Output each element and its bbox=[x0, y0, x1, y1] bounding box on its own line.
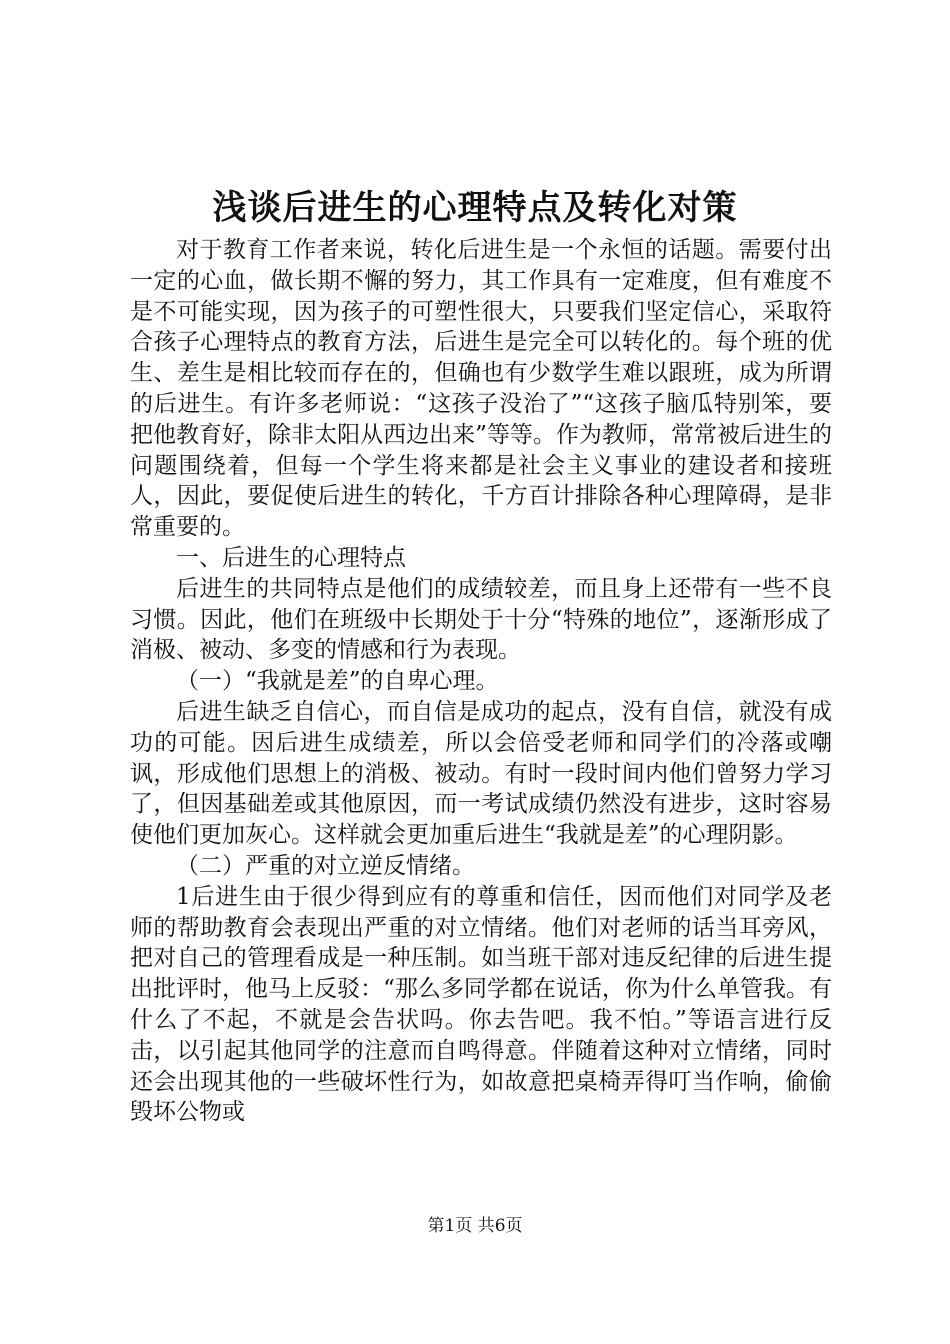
page-number-footer: 第1页 共6页 bbox=[427, 1216, 523, 1236]
document-body bbox=[130, 235, 832, 1128]
paragraph-intro: 对于教育工作者来说，转化后进生是一个永恒的话题。需要付出一定的心血，做长期不懈的努力，其工作具有一定难度，但有难度不是不可能实现，因为孩子的可塑性很大，只要我们坚定信心，采取符合孩子心理特点的教育方法，后进生是完全可以转化的。每个班的优生、差生是相比较而存在的，但确也有少数学生难以跟班，成为所谓的后进生。有许多老师说：“这孩子没治了”“这孩子脑瓜特别笨，要把他教育好，除非太阳从西边出来”等等。作为教师，常常被后进生的问题围绕着，但每一个学生将来都是社会主义事业的建设者和接班人，因此，要促使后进生的转化，千方百计排除各种心理障碍，是非常重要的。 bbox=[130, 237, 832, 541]
paragraph-subsection-1: 后进生缺乏自信心，而自信是成功的起点，没有自信，就没有成功的可能。因后进生成绩差，所以会倍受老师和同学们的冷落或嘲讽，形成他们思想上的消极、被动。有时一段时间内他们曾努力学习了，但因基础差或其他原因，而一考试成绩仍然没有进步，这时容易使他们更加灰心。这样就会更加重后进生“我就是差”的心理阴影。 bbox=[130, 698, 832, 849]
subsection-heading-2: （二）严重的对立逆反情绪。 bbox=[176, 852, 475, 879]
document-title: 浅谈后进生的心理特点及转化对策 bbox=[212, 188, 738, 228]
section-heading-1: 一、后进生的心理特点 bbox=[176, 544, 406, 571]
paragraph-subsection-2: 1后进生由于很少得到应有的尊重和信任，因而他们对同学及老师的帮助教育会表现出严重的对立情绪。他们对老师的话当耳旁风，把对自己的管理看成是一种压制。如当班干部对违反纪律的后进生提出批评时，他马上反驳：“那么多同学都在说话，你为什么单管我。有什么了不起，不就是会告状吗。你去告吧。我不怕。”等语言进行反击，以引起其他同学的注意而自鸣得意。伴随着这种对立情绪，同时还会出现其他的一些破坏性行为，如故意把桌椅弄得叮当作响，偷偷毁坏公物或 bbox=[130, 883, 832, 1126]
paragraph-section-1: 后进生的共同特点是他们的成绩较差，而且身上还带有一些不良习惯。因此，他们在班级中长期处于十分“特殊的地位”，逐渐形成了消极、被动、多变的情感和行为表现。 bbox=[130, 575, 832, 664]
subsection-heading-1: （一）“我就是差”的自卑心理。 bbox=[176, 668, 499, 695]
